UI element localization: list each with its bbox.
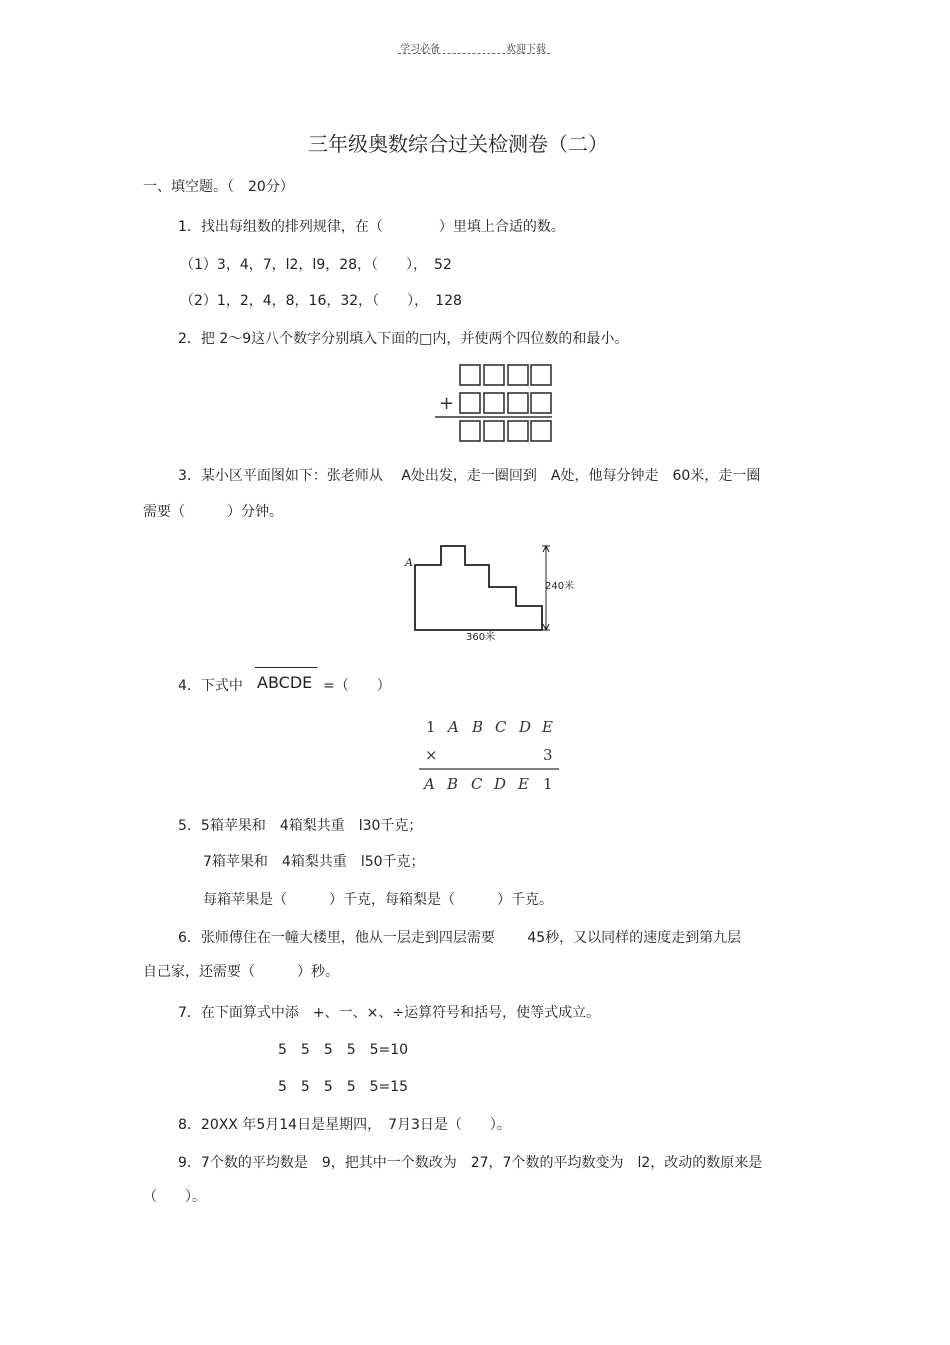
- q6-line1: 6．张师傅住在一幢大楼里，他从一层走到四层需要 45秒，又以同样的速度走到第九层: [178, 930, 742, 946]
- q3-floor-plan: [400, 538, 600, 648]
- box: [508, 365, 528, 385]
- q1-line1: （1）3，4，7，l2，l9，28，（ ）， 52: [180, 257, 452, 273]
- q7-equation-2: 5 5 5 5 5=15: [278, 1079, 409, 1095]
- section-heading: 一、填空题。（ 20分）: [143, 179, 294, 195]
- digit: A: [448, 718, 459, 736]
- box: [460, 421, 480, 441]
- q4-suffix: =（ ）: [323, 678, 391, 694]
- q3-line1: 3．某小区平面图如下：张老师从 A处出发，走一圈回到 A处，他每分钟走 60米，走一圈: [178, 468, 761, 484]
- digit: C: [471, 775, 483, 793]
- header-divider: [398, 53, 550, 54]
- times-sign: ×: [425, 746, 438, 764]
- q4-prefix: 4．下式中: [178, 678, 243, 694]
- q2-box-grid: [430, 362, 560, 446]
- digit: E: [518, 775, 529, 793]
- box: [508, 421, 528, 441]
- width-label: 360米: [466, 632, 496, 643]
- q2-stem: 2．把 2～9这八个数字分别填入下面的□内，并使两个四位数的和最小。: [178, 331, 629, 347]
- q5-line3: 每箱苹果是（ ）千克，每箱梨是（ ）千克。: [203, 892, 553, 908]
- q5-line1: 5．5箱苹果和 4箱梨共重 l30千克；: [178, 818, 423, 834]
- box: [531, 365, 551, 385]
- box: [508, 393, 528, 413]
- box: [484, 421, 504, 441]
- digit: D: [494, 775, 507, 793]
- multiplier: 3: [543, 746, 553, 764]
- q7-stem: 7．在下面算式中添 +、一、×、÷运算符号和括号，使等式成立。: [178, 1005, 601, 1021]
- q1-stem: 1．找出每组数的排列规律，在（ ）里填上合适的数。: [178, 219, 565, 235]
- q4-multiplication: [415, 712, 565, 800]
- height-label: 240米: [545, 581, 575, 592]
- box: [460, 365, 480, 385]
- q9-line1: 9．7个数的平均数是 9，把其中一个数改为 27，7个数的平均数变为 l2，改动的数原来是: [178, 1155, 763, 1171]
- q4-overline: [255, 667, 317, 668]
- q5-line2: 7箱苹果和 4箱梨共重 l50千克；: [203, 854, 425, 870]
- q9-line2: （ ）。: [143, 1189, 206, 1205]
- digit: E: [542, 718, 553, 736]
- digit: D: [519, 718, 532, 736]
- digit: 1: [543, 775, 553, 793]
- box: [460, 393, 480, 413]
- q1-line2: （2）1，2，4，8，16，32，（ ）， 128: [180, 293, 462, 309]
- q4-overlined-number: ABCDE: [257, 673, 313, 692]
- box: [531, 393, 551, 413]
- digit: B: [447, 775, 459, 793]
- box: [484, 393, 504, 413]
- digit: B: [472, 718, 484, 736]
- q8-text: 8．20XX 年5月14日是星期四， 7月3日是（ ）。: [178, 1117, 511, 1133]
- q7-equation-1: 5 5 5 5 5=10: [278, 1042, 409, 1058]
- digit: 1: [426, 718, 436, 736]
- page-title: 三年级奥数综合过关检测卷（二）: [308, 132, 608, 156]
- q6-line2: 自己家，还需要（ ）秒。: [143, 964, 339, 980]
- point-a-label: A: [405, 556, 413, 569]
- box: [484, 365, 504, 385]
- header-right: 欢迎下载: [506, 44, 546, 55]
- box: [531, 421, 551, 441]
- floor-outline: [415, 546, 542, 630]
- digit: C: [495, 718, 507, 736]
- plus-sign: +: [439, 393, 455, 414]
- header-left: 学习必备: [400, 44, 440, 55]
- digit: A: [424, 775, 435, 793]
- q3-line2: 需要（ ）分钟。: [143, 504, 283, 520]
